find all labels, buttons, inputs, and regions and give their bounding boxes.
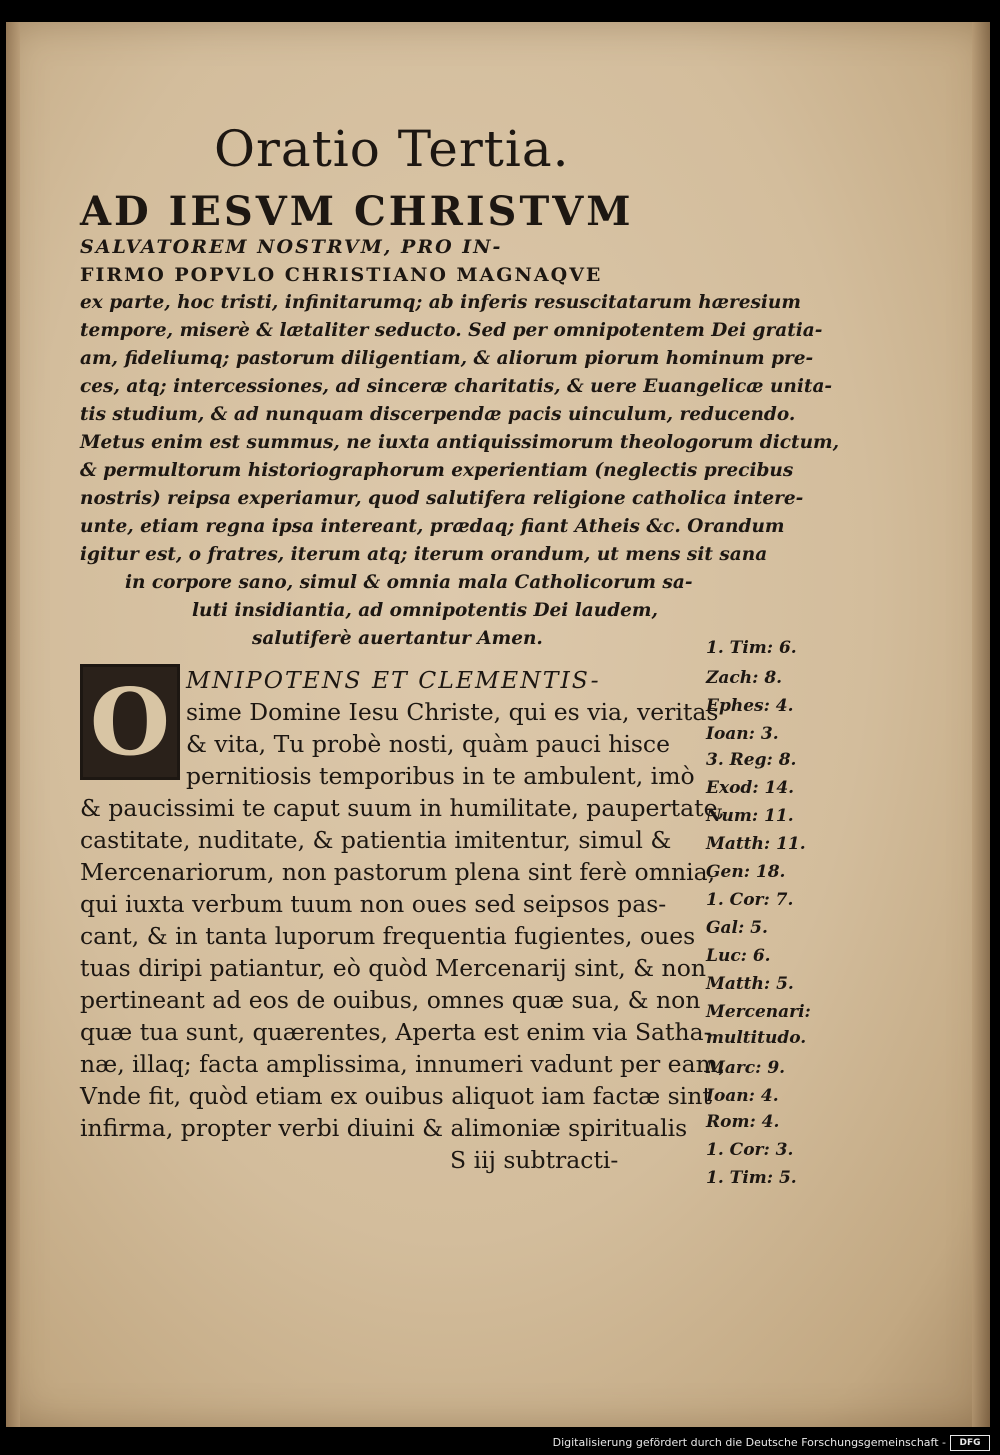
dfg-logo: DFG [950,1435,990,1451]
margin-note: Marc: 9. [706,1058,786,1078]
intro-line: tempore, miserè & lætaliter seducto. Sed per omnipotentem Dei gratia- [80,320,823,341]
intro-line: igitur est, o fratres, iterum atq; iterum orandum, ut mens sit sana [80,544,768,565]
margin-note: 3. Reg: 8. [706,750,797,770]
body-line: næ, illaq; facta amplissima, innumeri vadunt per eam, [80,1050,726,1078]
margin-note: Matth: 5. [706,974,794,994]
body-line: Mercenariorum, non pastorum plena sint ferè omnia, [80,858,716,886]
decorated-initial [80,664,180,780]
intro-line: & permultorum historiographorum experientiam (neglectis precibus [80,460,794,481]
margin-note: 1. Tim: 6. [706,638,797,658]
margin-note: Zach: 8. [706,668,783,688]
body-line: cant, & in tanta luporum frequentia fugientes, oues [80,922,696,950]
body-line: tuas diripi patiantur, eò quòd Mercenarij sint, & non [80,954,706,982]
intro-line: nostris) reipsa experiamur, quod salutifera religione catholica intere- [80,488,804,509]
margin-note: Ioan: 4. [706,1086,779,1106]
margin-note: 1. Tim: 5. [706,1168,797,1188]
intro-line: am, fideliumq; pastorum diligentiam, & aliorum piorum hominum pre- [80,348,814,369]
intro-line: luti insidiantia, ad omnipotentis Dei laudem, [192,600,658,621]
margin-note: 1. Cor: 3. [706,1140,794,1160]
body-line: quæ tua sunt, quærentes, Aperta est enim via Satha- [80,1018,712,1046]
margin-note: Mercenari: [706,1002,811,1022]
margin-note: Exod: 14. [706,778,795,798]
body-line: & paucissimi te caput suum in humilitate, paupertate, [80,794,725,822]
body-line: & vita, Tu probè nosti, quàm pauci hisce [186,730,670,758]
section-heading: AD IESVM CHRISTVM [80,188,634,235]
body-line: pertineant ad eos de ouibus, omnes quæ sua, & non [80,986,701,1014]
margin-note: Ephes: 4. [706,696,794,716]
margin-note: Matth: 11. [706,834,806,854]
intro-line: FIRMO POPVLO CHRISTIANO MAGNAQVE [80,264,603,286]
body-line: Vnde fit, quòd etiam ex ouibus aliquot iam factæ sint [80,1082,712,1110]
intro-line: Metus enim est summus, ne iuxta antiquissimorum theologorum dictum, [80,432,840,453]
page-title: Oratio Tertia. [214,120,570,178]
initial-letter: O [89,668,171,776]
body-line: MNIPOTENS ET CLEMENTIS- [186,666,601,694]
margin-note: 1. Cor: 7. [706,890,794,910]
margin-note: Luc: 6. [706,946,771,966]
margin-note: Rom: 4. [706,1112,780,1132]
intro-line: unte, etiam regna ipsa intereant, prædaq; fiant Atheis &c. Orandum [80,516,785,537]
intro-line: SALVATOREM NOSTRVM, PRO IN- [80,236,503,258]
page-edge-right [972,22,990,1427]
margin-note: Gen: 18. [706,862,786,882]
intro-line: in corpore sano, simul & omnia mala Catholicorum sa- [125,572,693,593]
funding-credit: Digitalisierung gefördert durch die Deutsche Forschungsgemeinschaft - [552,1436,946,1449]
body-line: sime Domine Iesu Christe, qui es via, veritas [186,698,719,726]
margin-note: Ioan: 3. [706,724,779,744]
intro-line: ces, atq; intercessiones, ad sinceræ charitatis, & uere Euangelicæ unita- [80,376,833,397]
margin-note: multitudo. [706,1028,807,1048]
catchword-line: S iij subtracti- [450,1146,619,1174]
body-line: qui iuxta verbum tuum non oues sed seipsos pas- [80,890,667,918]
intro-line: ex parte, hoc tristi, infinitarumq; ab inferis resuscitatarum hæresium [80,292,801,313]
intro-line: salutiferè auertantur Amen. [252,628,543,649]
body-line: pernitiosis temporibus in te ambulent, imò [186,762,695,790]
margin-note: Gal: 5. [706,918,768,938]
body-line: infirma, propter verbi diuini & alimoniæ spiritualis [80,1114,688,1142]
body-line: castitate, nuditate, & patientia imitentur, simul & [80,826,672,854]
intro-line: tis studium, & ad nunquam discerpendæ pacis uinculum, reducendo. [80,404,796,425]
page-edge-left [6,22,20,1427]
margin-note: Num: 11. [706,806,794,826]
